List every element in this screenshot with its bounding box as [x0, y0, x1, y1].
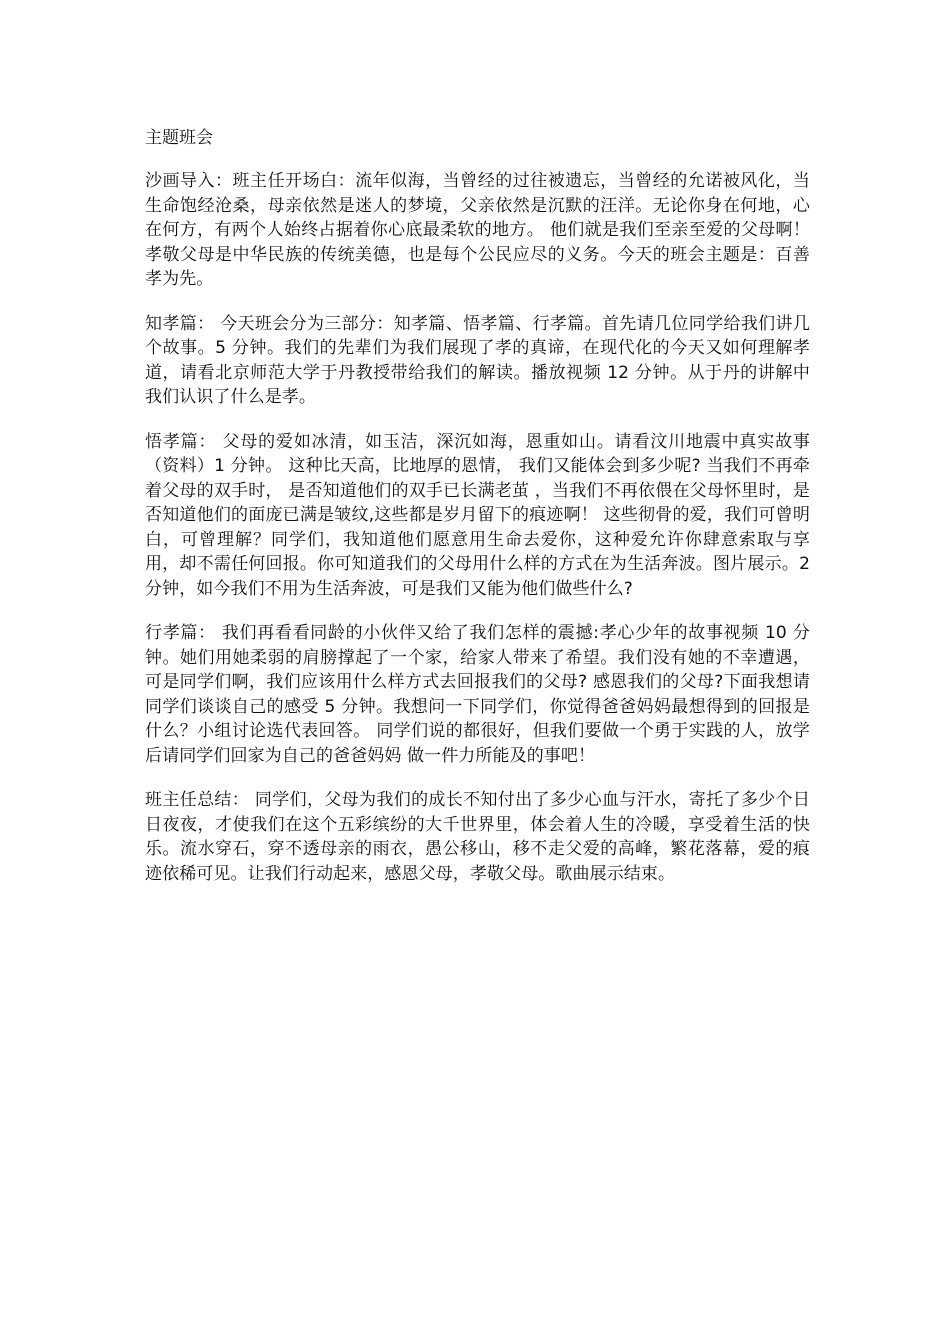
paragraph-practice-filial: 行孝篇： 我们再看看同龄的小伙伴又给了我们怎样的震撼:孝心少年的故事视频 10 分钟。她们用她柔弱的肩膀撑起了一个家，给家人带来了希望。我们没有她的不幸遭遇， 可是同学们啊，我们应该用什么样方式去回报我们的父母? 感恩我们的父母?下面我想请同学们谈谈自己的感受 5 分钟。我想问一下同学们，你觉得爸爸妈妈最想得到的回报是什么？小组讨论选代表回答。 同学们说的都很好，但我们要做一个勇于实践的人，放学后请同学们回家为自己的爸爸妈妈 做一件力所能及的事吧！ [145, 623, 810, 766]
paragraph-summary: 班主任总结： 同学们，父母为我们的成长不知付出了多少心血与汗水，寄托了多少个日日夜夜，才使我们在这个五彩缤纷的大千世界里，体会着人生的冷暖，享受着生活的快乐。流水穿石，穿不透母亲的雨衣，愚公移山，移不走父爱的高峰，繁花落幕，爱的痕迹依稀可见。让我们行动起来，感恩父母，孝敬父母。歌曲展示结束。 [145, 790, 810, 884]
document-page [145, 126, 810, 906]
paragraph-know-filial: 知孝篇： 今天班会分为三部分：知孝篇、悟孝篇、行孝篇。首先请几位同学给我们讲几个故事。5 分钟。我们的先辈们为我们展现了孝的真谛，在现代化的今天又如何理解孝道，请看北京师范大学于丹教授带给我们的解读。播放视频 12 分钟。从于丹的讲解中我们认识了什么是孝。 [145, 313, 810, 407]
document-title: 主题班会 [145, 128, 213, 148]
paragraph-intro: 沙画导入：班主任开场白：流年似海，当曾经的过往被遗忘，当曾经的允诺被风化，当生命饱经沧桑，母亲依然是迷人的梦境，父亲依然是沉默的汪洋。无论你身在何地，心在何方，有两个人始终占据着你心底最柔软的地方。 他们就是我们至亲至爱的父母啊！孝敬父母是中华民族的传统美德，也是每个公民应尽的义务。今天的班会主题是：百善孝为先。 [145, 171, 810, 289]
paragraph-understand-filial: 悟孝篇： 父母的爱如冰清，如玉洁，深沉如海，恩重如山。请看汶川地震中真实故事（资料）1 分钟。 这种比天高，比地厚的恩情， 我们又能体会到多少呢? 当我们不再牵着父母的双手时， 是否知道他们的双手已长满老茧 ，当我们不再依偎在父母怀里时，是否知道他们的面庞已满是皱纹,这些都是岁月留下的痕迹啊！ 这些彻骨的爱，我们可曾明白，可曾理解？同学们，我知道他们愿意用生命去爱你，这种爱允许你肆意索取与享用，却不需任何回报。你可知道我们的父母用什么样的方式在为生活奔波。图片展示。2 分钟，如今我们不用为生活奔波，可是我们又能为他们做些什么? [145, 431, 810, 599]
